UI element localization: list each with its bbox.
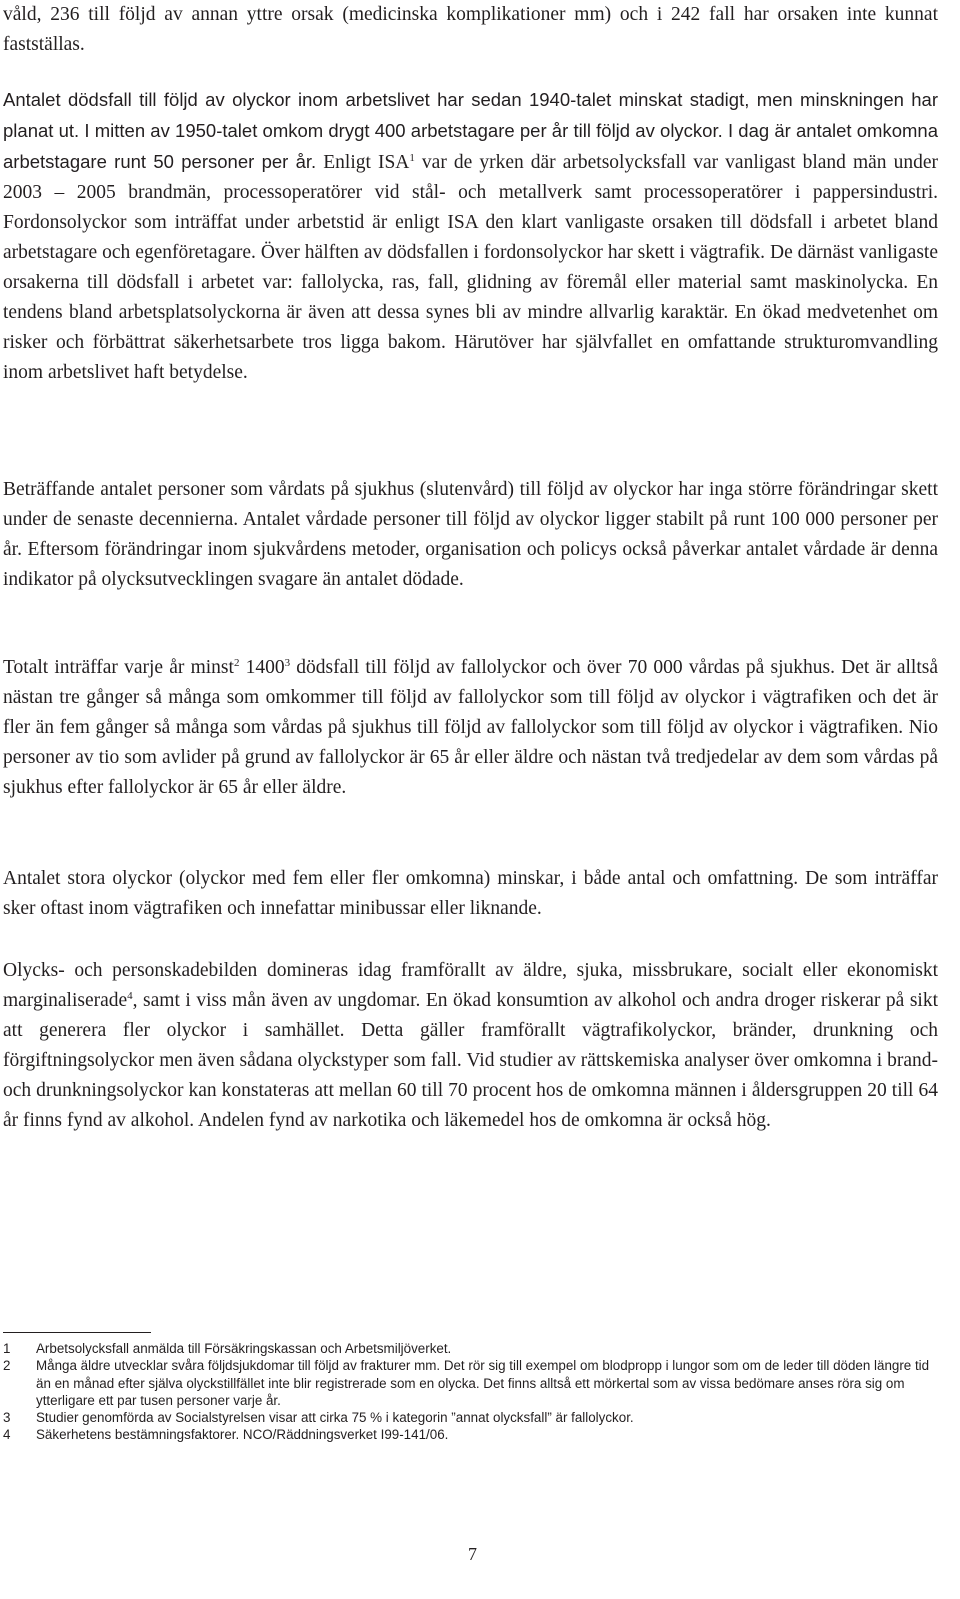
paragraph-text: var de yrken där arbetsolycksfall var vanligast bland män under 2003 – 2005 brandmän, processoperatörer vid stål- och metallverk samt processoperatörer i pappersindustri. Fordonsolyckor som inträffat under arbetstid är enligt ISA den klart vanligaste orsaken till dödsfall i arbetet bland arbetstagare och egenföretagare. Över hälften av dödsfallen i fordonsolyckor har skett i vägtrafik. De därnäst vanligaste orsakerna till dödsfall i arbetet var: fallolycka, ras, fall, glidning av föremål eller material samt maskinolycka. En tendens bland arbetsplatsolyckorna är även att dessa synes bli av mindre allvarlig karaktär. En ökad medvetenhet om risker och förbättrat säkerhetsarbete tros ligga bakom. Härutöver har självfallet en omfattande strukturomvandling inom arbetslivet haft betydelse.: [3, 152, 938, 383]
footnote-number: 2: [3, 1358, 11, 1374]
paragraph-text: Totalt inträffar varje år minst: [3, 657, 234, 678]
paragraph-text: Beträffande antalet personer som vårdats på sjukhus (slutenvård) till följd av olyckor har inga större förändringar skett under de senaste decennierna. Antalet vårdade personer till följd av olyckor ligger stabilt på runt 100 000 personer per år. Eftersom förändringar inom sjukvårdens metoder, organisation och policys också påverkar antalet vårdade är denna indikator på olycksutvecklingen svagare än antalet dödade.: [3, 479, 938, 590]
paragraph-3: [3, 475, 938, 595]
footnote-item: [3, 1340, 938, 1357]
footnote-number: 1: [3, 1341, 11, 1356]
paragraph-text: Antalet dödsfall till följd av olyckor inom arbetslivet har sedan 1940-talet minskat stadigt, men minskningen har planat ut. I mitten av 1950-talet omkom drygt 400 arbetstagare per år till följd av olyckor. I dag är antalet omkomna arbetstagare runt 50 personer per år.: [3, 89, 938, 172]
paragraph-text: 1400: [239, 657, 285, 678]
page-number: 7: [468, 1544, 477, 1564]
paragraph-4: [3, 653, 938, 803]
footnote-divider: [3, 1332, 151, 1333]
footnote-text: Arbetsolycksfall anmälda till Försäkringskassan och Arbetsmiljöverket.: [36, 1341, 452, 1356]
footnote-item: [3, 1409, 938, 1426]
paragraph-text: , samt i viss mån även av ungdomar. En ökad konsumtion av alkohol och andra droger riskerar på sikt att generera fler olyckor i samhället. Detta gäller framförallt vägtrafikolyckor, bränder, drunkning och förgiftningsolyckor men även sådana olyckstyper som fall. Vid studier av rättskemiska analyser över omkomna i brand- och drunkningsolyckor kan konstateras att mellan 60 till 70 procent hos de omkomna männen i åldersgruppen 20 till 64 år finns fynd av alkohol. Andelen fynd av narkotika och läkemedel hos de omkomna är också hög.: [3, 990, 938, 1131]
footnote-ref: 3: [284, 657, 291, 669]
footnote-ref: 4: [127, 990, 133, 1002]
paragraph-5: [3, 864, 938, 924]
footnote-number: 4: [3, 1427, 11, 1443]
footnote-ref: 1: [409, 152, 415, 164]
footnote-text: Många äldre utvecklar svåra följdsjukdomar till följd av frakturer mm. Det rör sig till exempel om blodpropp i lungor som om de leder till döden längre tid än en månad efter själva olyckstillfället inte blir registrerade som en olycka. Det finns alltså ett mörkertal som av vissa bedömare anses röra sig om ytterligare ett par tusen personer varje år.: [36, 1358, 930, 1408]
paragraph-6: [3, 956, 938, 1136]
paragraph-text: Enligt ISA: [316, 152, 410, 173]
footnote-ref: 2: [233, 657, 240, 669]
footnote-item: [3, 1357, 938, 1409]
footnote-number: 3: [3, 1410, 11, 1426]
paragraph-1: [3, 0, 938, 60]
paragraph-text: våld, 236 till följd av annan yttre orsak (medicinska komplikationer mm) och i 242 fall har orsaken inte kunnat fastställas.: [3, 4, 938, 55]
footnote-list: [3, 1340, 938, 1444]
paragraph-text: Antalet stora olyckor (olyckor med fem eller fler omkomna) minskar, i både antal och omfattning. De som inträffar sker oftast inom vägtrafiken och innefattar minibussar eller liknande.: [3, 868, 938, 919]
paragraph-2: [3, 85, 938, 388]
footnote-text: Studier genomförda av Socialstyrelsen visar att cirka 75 % i kategorin ”annat olycksfall” är fallolyckor.: [36, 1410, 634, 1426]
paragraph-text: dödsfall till följd av fallolyckor och över 70 000 vårdas på sjukhus. Det är alltså nästan tre gånger så många som omkommer till följd av fallolyckor som till följd av olyckor i vägtrafiken och det är fler än fem gånger så många som vårdas på sjukhus till följd av fallolyckor som till följd av olyckor i vägtrafiken. Nio personer av tio som avlider på grund av fallolyckor är 65 år eller äldre och nästan två tredjedelar av dem som vårdas på sjukhus efter fallolyckor är 65 år eller äldre.: [3, 657, 938, 798]
paragraph-text: Olycks- och personskadebilden domineras idag framförallt av äldre, sjuka, missbrukare, socialt eller ekonomiskt marginaliserade: [3, 960, 938, 1011]
footnote-item: [3, 1426, 938, 1443]
footnote-text: Säkerhetens bestämningsfaktorer. NCO/Räddningsverket I99-141/06.: [36, 1427, 449, 1443]
